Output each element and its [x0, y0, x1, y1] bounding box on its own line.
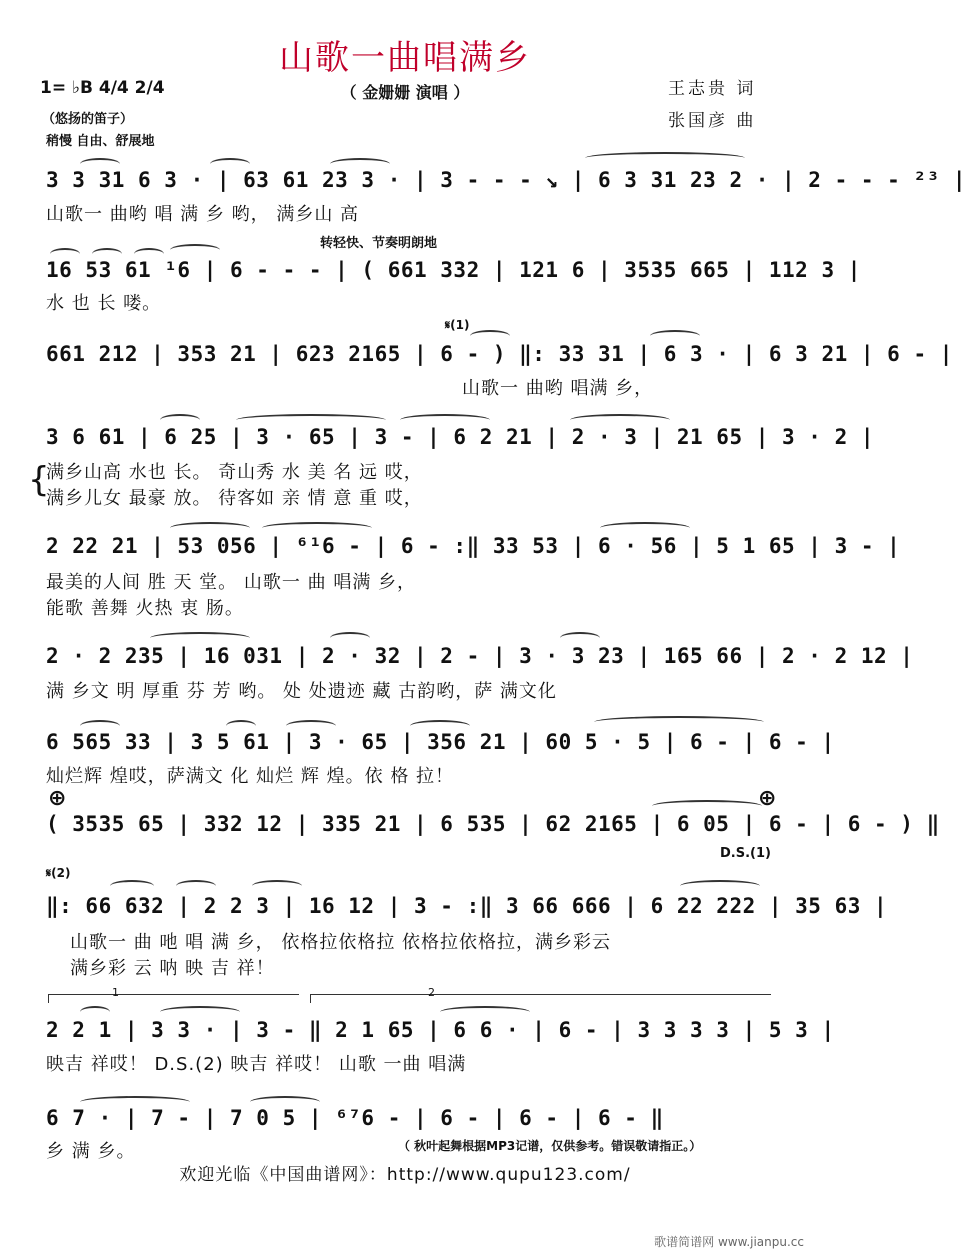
transcription-note: （ 秋叶起舞根据MP3记谱，仅供参考。错误敬请指正。）: [398, 1139, 702, 1153]
score-row-11-notes: 6 7 · | 7 - | 7 0 5 | ⁶⁷6 - | 6 - | 6 - | 6 - ‖: [46, 1106, 664, 1130]
lyricist-credit: 王志贵 词: [668, 79, 757, 99]
score-row-6-notes: 2 · 2 235 | 16 031 | 2 · 32 | 2 - | 3 · 3 23 | 165 66 | 2 · 2 12 |: [46, 644, 914, 668]
score-row-3-notes: 661 212 | 353 21 | 623 2165 | 6 - ) ‖: 33 31 | 6 3 · | 6 3 21 | 6 - |: [46, 342, 953, 366]
site-footer[interactable]: 欢迎光临《中国曲谱网》：http://www.qupu123.com/: [179, 1165, 631, 1185]
coda-end-icon: ⊕: [758, 786, 777, 811]
coda-icon: ⊕: [48, 786, 67, 811]
tempo-change-mark: 转轻快、节奏明朗地: [320, 236, 438, 251]
intro-note: （悠扬的笛子）: [42, 112, 134, 127]
score-row-4-lyrics-verse-1: 满乡山高 水也 长。 奇山秀 水 美 名 远 哎，: [46, 462, 423, 483]
score-row-7-lyrics: 灿烂辉 煌哎，萨满文 化 灿烂 辉 煌。依 格 拉！: [46, 766, 455, 787]
score-row-8-notes: ( 3535 65 | 332 12 | 335 21 | 6 535 | 62 2165 | 6 05 | 6 - | 6 - ) ‖: [46, 812, 940, 836]
score-row-5-notes: 2 22 21 | 53 056 | ⁶¹6 - | 6 - :‖ 33 53 | 6 · 56 | 5 1 65 | 3 - |: [46, 534, 901, 558]
lyric-brace: {: [28, 460, 50, 500]
score-row-6-lyrics: 满 乡文 明 厚重 芬 芳 哟。 处 处遗迹 藏 古韵哟，萨 满文化: [46, 681, 557, 702]
segno-1: 𝄋(1): [445, 318, 470, 332]
score-row-4-lyrics-verse-2: 满乡儿女 最豪 放。 待客如 亲 情 意 重 哎，: [46, 488, 423, 509]
score-row-2-lyrics: 水 也 长 喽。: [46, 293, 162, 314]
composer-credit: 张国彦 曲: [668, 111, 757, 131]
score-row-11-lyrics: 乡 满 乡。: [46, 1141, 136, 1162]
score-row-9-lyrics-verse-1: 山歌一 曲 吔 唱 满 乡， 依格拉依格拉 依格拉依格拉，满乡彩云: [70, 932, 612, 953]
tempo-marking: 稍慢 自由、舒展地: [46, 134, 155, 149]
watermark: 歌谱简谱网 www.jianpu.cc: [654, 1235, 804, 1249]
singer-credit: （ 金姗姗 演唱 ）: [340, 83, 470, 102]
score-row-4-notes: 3 6 61 | 6 25 | 3 · 65 | 3 - | 6 2 21 | 2 · 3 | 21 65 | 3 · 2 |: [46, 425, 875, 449]
score-row-7-notes: 6 565 33 | 3 5 61 | 3 · 65 | 356 21 | 60 5 · 5 | 6 - | 6 - |: [46, 730, 835, 754]
volta-2-label: 2: [428, 986, 435, 999]
volta-1-label: 1: [112, 986, 119, 999]
score-row-9-lyrics-verse-2: 满乡彩 云 呐 映 吉 祥！: [70, 958, 275, 979]
score-row-9-notes: ‖: 66 632 | 2 2 3 | 16 12 | 3 - :‖ 3 66 666 | 6 22 222 | 35 63 |: [46, 894, 888, 918]
page-title: 山歌一曲唱满乡: [279, 38, 531, 78]
key-signature: 1= ♭B 4/4 2/4: [40, 78, 165, 98]
score-row-1-lyrics: 山歌一 曲哟 唱 满 乡 哟， 满乡山 高: [46, 204, 360, 225]
score-row-2-notes: 16 53 61 ¹6 | 6 - - - | ( 661 332 | 121 6 | 3535 665 | 112 3 |: [46, 258, 861, 282]
score-row-1-notes: 3 3 31 6 3 · | 63 61 23 3 · | 3 - - - ↘ | 6 3 31 23 2 · | 2 - - - ²³ |: [46, 168, 966, 192]
score-row-5-lyrics-verse-2: 能歌 善舞 火热 衷 肠。: [46, 598, 244, 619]
score-row-10-notes: 2 2 1 | 3 3 · | 3 - ‖ 2 1 65 | 6 6 · | 6 - | 3 3 3 3 | 5 3 |: [46, 1018, 835, 1042]
ds-1-mark: D.S.(1): [720, 846, 771, 861]
score-row-5-lyrics-verse-1: 最美的人间 胜 天 堂。 山歌一 曲 唱满 乡，: [46, 572, 417, 593]
score-row-10-lyrics: 映吉 祥哎！ D.S.(2) 映吉 祥哎！ 山歌 一曲 唱满: [46, 1054, 467, 1075]
segno-2: 𝄋(2): [46, 866, 71, 880]
score-row-3-lyrics: 山歌一 曲哟 唱满 乡，: [462, 378, 654, 399]
